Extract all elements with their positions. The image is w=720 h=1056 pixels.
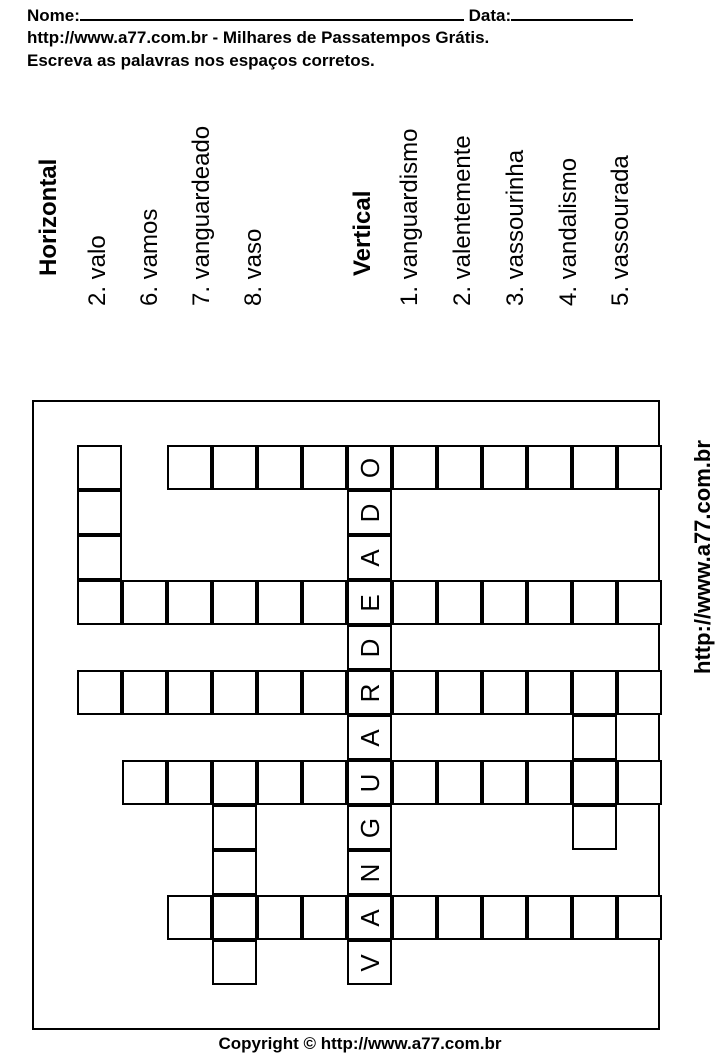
grid-cell-filled[interactable] [347, 580, 392, 625]
grid-cell[interactable] [392, 895, 437, 940]
grid-cell[interactable] [437, 670, 482, 715]
grid-cell[interactable] [527, 580, 572, 625]
grid-cell[interactable] [257, 445, 302, 490]
cell-letter: U [354, 773, 385, 792]
grid-cell[interactable] [77, 445, 122, 490]
horizontal-clue: 8. vaso [240, 228, 267, 306]
grid-cell[interactable] [617, 580, 662, 625]
grid-cell[interactable] [167, 580, 212, 625]
grid-cell[interactable] [617, 760, 662, 805]
vertical-clue: 1. vanguardismo [396, 128, 423, 306]
grid-cell[interactable] [212, 940, 257, 985]
grid-cell[interactable] [572, 715, 617, 760]
grid-cell[interactable] [617, 895, 662, 940]
grid-cell[interactable] [212, 670, 257, 715]
grid-cell[interactable] [257, 895, 302, 940]
grid-cell[interactable] [527, 760, 572, 805]
grid-cell-filled[interactable] [347, 445, 392, 490]
grid-cell[interactable] [122, 670, 167, 715]
cell-letter: R [354, 683, 385, 702]
date-label: Data: [468, 6, 512, 25]
grid-cell[interactable] [572, 895, 617, 940]
grid-cell-filled[interactable] [347, 850, 392, 895]
grid-cell-filled[interactable] [347, 490, 392, 535]
grid-cell[interactable] [302, 445, 347, 490]
name-date-line [27, 4, 633, 26]
cell-letter: N [354, 863, 385, 882]
grid-cell[interactable] [77, 490, 122, 535]
grid-cell[interactable] [572, 670, 617, 715]
grid-cell[interactable] [212, 895, 257, 940]
grid-cell[interactable] [527, 895, 572, 940]
grid-cell-filled[interactable] [347, 760, 392, 805]
date-field[interactable] [511, 4, 633, 21]
grid-cell-filled[interactable] [347, 715, 392, 760]
grid-cell-filled[interactable] [347, 940, 392, 985]
grid-cell[interactable] [527, 445, 572, 490]
vertical-title: Vertical [349, 190, 376, 276]
instruction-text: Escreva as palavras nos espaços corretos. [27, 51, 375, 70]
horizontal-clue: 2. valo [84, 235, 111, 306]
grid-cell[interactable] [212, 805, 257, 850]
cell-letter: G [354, 817, 385, 838]
grid-cell[interactable] [482, 445, 527, 490]
grid-cell[interactable] [527, 670, 572, 715]
grid-cell[interactable] [617, 670, 662, 715]
grid-cell[interactable] [77, 670, 122, 715]
vertical-clue: 4. vandalismo [555, 157, 582, 306]
cell-letter: D [354, 638, 385, 657]
grid-cell[interactable] [482, 580, 527, 625]
vertical-clue: 5. vassourada [607, 155, 634, 306]
grid-cell[interactable] [482, 760, 527, 805]
grid-cell[interactable] [302, 580, 347, 625]
grid-cell[interactable] [302, 895, 347, 940]
grid-cell[interactable] [212, 580, 257, 625]
grid-cell[interactable] [257, 760, 302, 805]
name-label: Nome: [27, 6, 80, 25]
grid-cell[interactable] [572, 445, 617, 490]
vertical-clue: 2. valentemente [449, 135, 476, 306]
grid-cell[interactable] [437, 895, 482, 940]
horizontal-clue: 6. vamos [136, 208, 163, 306]
grid-cell[interactable] [122, 580, 167, 625]
grid-cell-filled[interactable] [347, 895, 392, 940]
cell-letter: E [354, 593, 385, 612]
grid-cell[interactable] [482, 670, 527, 715]
cell-letter: V [354, 953, 385, 972]
grid-cell[interactable] [437, 445, 482, 490]
site-line: http://www.a77.com.br - Milhares de Passatempos Grátis. [27, 28, 490, 47]
grid-cell[interactable] [617, 445, 662, 490]
copyright-text: Copyright © http://www.a77.com.br [218, 1034, 502, 1053]
grid-cell[interactable] [77, 535, 122, 580]
grid-cell[interactable] [212, 850, 257, 895]
name-field[interactable] [80, 4, 464, 21]
grid-cell[interactable] [257, 580, 302, 625]
grid-cell[interactable] [437, 580, 482, 625]
grid-cell[interactable] [212, 445, 257, 490]
grid-cell[interactable] [572, 805, 617, 850]
grid-cell[interactable] [167, 760, 212, 805]
grid-cell-filled[interactable] [347, 670, 392, 715]
grid-cell[interactable] [257, 670, 302, 715]
grid-cell[interactable] [392, 670, 437, 715]
side-url: http://www.a77.com.br [690, 440, 715, 674]
grid-cell[interactable] [167, 670, 212, 715]
grid-cell[interactable] [167, 895, 212, 940]
grid-cell-filled[interactable] [347, 535, 392, 580]
grid-cell[interactable] [122, 760, 167, 805]
horizontal-clue: 7. vanguardeado [188, 125, 215, 306]
grid-cell[interactable] [392, 760, 437, 805]
grid-cell[interactable] [572, 760, 617, 805]
grid-cell[interactable] [572, 580, 617, 625]
grid-cell[interactable] [77, 580, 122, 625]
grid-cell[interactable] [437, 760, 482, 805]
grid-cell[interactable] [302, 760, 347, 805]
cell-letter: D [354, 503, 385, 522]
cell-letter: A [354, 908, 385, 927]
cell-letter: O [354, 457, 385, 478]
horizontal-title: Horizontal [35, 158, 62, 276]
cell-letter: A [354, 548, 385, 567]
grid-cell[interactable] [392, 580, 437, 625]
grid-cell-filled[interactable] [347, 625, 392, 670]
vertical-clue: 3. vassourinha [502, 149, 529, 306]
grid-cell[interactable] [167, 445, 212, 490]
cell-letter: A [354, 728, 385, 747]
grid-cell[interactable] [482, 895, 527, 940]
grid-cell[interactable] [212, 760, 257, 805]
grid-cell-filled[interactable] [347, 805, 392, 850]
grid-cell[interactable] [392, 445, 437, 490]
grid-cell[interactable] [302, 670, 347, 715]
